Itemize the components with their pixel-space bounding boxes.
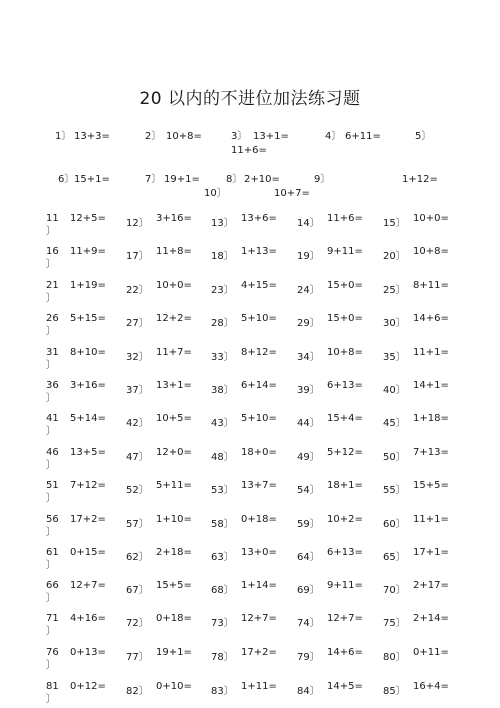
problem-number: 6〕 <box>58 174 75 185</box>
problem-expression: 14+6= <box>413 313 449 324</box>
problem-number: 23〕 <box>211 285 234 296</box>
problem-number: 50〕 <box>383 452 406 463</box>
problem-number: 24〕 <box>297 285 320 296</box>
problem-expression: 6+13= <box>327 380 363 391</box>
problem-expression: 15+1= <box>74 174 110 185</box>
problem-number: 14〕 <box>297 218 320 229</box>
problem-expression: 11+8= <box>156 246 192 257</box>
problem-number: 57〕 <box>126 519 149 530</box>
problem-number-bracket: 〕 <box>46 326 56 337</box>
problem-number: 45〕 <box>383 418 406 429</box>
problem-number: 58〕 <box>211 519 234 530</box>
problem-expression: 8+12= <box>241 347 277 358</box>
problem-number: 52〕 <box>126 485 149 496</box>
problem-number: 37〕 <box>126 385 149 396</box>
problem-expression: 12+0= <box>156 447 192 458</box>
problem-expression: 10+8= <box>327 347 363 358</box>
problem-expression: 6+14= <box>241 380 277 391</box>
problem-number: 68〕 <box>211 585 234 596</box>
problem-number-bracket: 〕 <box>46 226 56 237</box>
problem-number: 22〕 <box>126 285 149 296</box>
problem-expression: 19+1= <box>156 647 192 658</box>
problem-expression: 0+12= <box>70 681 106 692</box>
problem-number: 69〕 <box>297 585 320 596</box>
problem-number: 64〕 <box>297 552 320 563</box>
problem-number: 39〕 <box>297 385 320 396</box>
problem-expression: 11+7= <box>156 347 192 358</box>
problem-expression: 1+19= <box>70 280 106 291</box>
problem-number: 1〕 <box>55 131 72 142</box>
problem-number: 44〕 <box>297 418 320 429</box>
problem-number: 72〕 <box>126 618 149 629</box>
problem-expression: 13+7= <box>241 480 277 491</box>
problem-number: 62〕 <box>126 552 149 563</box>
problem-expression: 0+15= <box>70 547 106 558</box>
problem-number: 34〕 <box>297 352 320 363</box>
problem-number: 27〕 <box>126 318 149 329</box>
problem-expression: 0+13= <box>70 647 106 658</box>
problem-expression: 18+0= <box>241 447 277 458</box>
problem-expression: 11+1= <box>413 514 449 525</box>
problem-number: 83〕 <box>211 686 234 697</box>
problem-expression: 17+1= <box>413 547 449 558</box>
problem-expression: 15+4= <box>327 413 363 424</box>
problem-expression: 13+0= <box>241 547 277 558</box>
problem-number: 7〕 <box>145 174 162 185</box>
problem-expression: 10+8= <box>413 246 449 257</box>
problem-expression: 12+2= <box>156 313 192 324</box>
problem-expression: 0+10= <box>156 681 192 692</box>
problem-expression: 4+15= <box>241 280 277 291</box>
problem-expression: 12+7= <box>70 580 106 591</box>
problem-expression: 12+7= <box>327 613 363 624</box>
problem-expression: 3+16= <box>70 380 106 391</box>
problem-number: 35〕 <box>383 352 406 363</box>
problem-number: 60〕 <box>383 519 406 530</box>
problem-expression: 19+1= <box>164 174 200 185</box>
problem-expression: 17+2= <box>70 514 106 525</box>
problem-expression: 1+10= <box>156 514 192 525</box>
problem-expression: 4+16= <box>70 613 106 624</box>
problem-expression: 5+14= <box>70 413 106 424</box>
problem-number: 10〕 <box>204 188 227 199</box>
problem-expression: 5+15= <box>70 313 106 324</box>
problem-expression: 3+16= <box>156 213 192 224</box>
problem-number: 66 <box>46 580 59 591</box>
problem-number: 36 <box>46 380 59 391</box>
problem-number: 42〕 <box>126 418 149 429</box>
problem-expression: 15+5= <box>156 580 192 591</box>
problem-number: 63〕 <box>211 552 234 563</box>
problem-expression: 18+1= <box>327 480 363 491</box>
problem-number: 49〕 <box>297 452 320 463</box>
problem-number: 4〕 <box>325 131 342 142</box>
problem-expression: 11+6= <box>231 145 267 156</box>
problem-number-bracket: 〕 <box>46 560 56 571</box>
problem-number: 81 <box>46 681 59 692</box>
problem-expression: 14+6= <box>327 647 363 658</box>
problem-expression: 11+9= <box>70 246 106 257</box>
problem-number-bracket: 〕 <box>46 259 56 270</box>
problem-expression: 12+7= <box>241 613 277 624</box>
problem-number-bracket: 〕 <box>46 493 56 504</box>
problem-number: 9〕 <box>314 174 331 185</box>
problem-expression: 0+18= <box>156 613 192 624</box>
problem-number: 51 <box>46 480 59 491</box>
problem-number: 54〕 <box>297 485 320 496</box>
problem-expression: 1+14= <box>241 580 277 591</box>
problem-expression: 10+5= <box>156 413 192 424</box>
problem-number: 25〕 <box>383 285 406 296</box>
problem-expression: 0+18= <box>241 514 277 525</box>
problem-number: 85〕 <box>383 686 406 697</box>
problem-expression: 13+1= <box>253 131 289 142</box>
problem-number: 61 <box>46 547 59 558</box>
problem-number: 2〕 <box>145 131 162 142</box>
problem-expression: 6+11= <box>345 131 381 142</box>
problem-number: 84〕 <box>297 686 320 697</box>
problem-number-bracket: 〕 <box>46 393 56 404</box>
problem-number: 73〕 <box>211 618 234 629</box>
problem-expression: 8+11= <box>413 280 449 291</box>
problem-expression: 10+0= <box>156 280 192 291</box>
problem-number: 19〕 <box>297 251 320 262</box>
problem-number: 13〕 <box>211 218 234 229</box>
problem-expression: 17+2= <box>241 647 277 658</box>
problem-number: 79〕 <box>297 652 320 663</box>
problem-number: 76 <box>46 647 59 658</box>
problem-number: 41 <box>46 413 59 424</box>
problem-number: 30〕 <box>383 318 406 329</box>
problem-number: 18〕 <box>211 251 234 262</box>
problem-number-bracket: 〕 <box>46 694 56 705</box>
problem-number: 8〕 <box>226 174 243 185</box>
problem-number-bracket: 〕 <box>46 293 56 304</box>
problem-number-bracket: 〕 <box>46 660 56 671</box>
problem-number-bracket: 〕 <box>46 360 56 371</box>
problem-expression: 1+13= <box>241 246 277 257</box>
problem-number: 82〕 <box>126 686 149 697</box>
problem-number: 28〕 <box>211 318 234 329</box>
problem-expression: 10+2= <box>327 514 363 525</box>
problem-expression: 0+11= <box>413 647 449 658</box>
problem-number: 20〕 <box>383 251 406 262</box>
problem-expression: 1+12= <box>402 174 438 185</box>
problem-number: 70〕 <box>383 585 406 596</box>
problem-number-bracket: 〕 <box>46 626 56 637</box>
problem-number: 29〕 <box>297 318 320 329</box>
problem-expression: 7+12= <box>70 480 106 491</box>
problem-number-bracket: 〕 <box>46 527 56 538</box>
problem-number: 32〕 <box>126 352 149 363</box>
problem-number: 53〕 <box>211 485 234 496</box>
problem-expression: 6+13= <box>327 547 363 558</box>
problem-expression: 2+10= <box>244 174 280 185</box>
problem-expression: 15+5= <box>413 480 449 491</box>
problem-expression: 13+5= <box>70 447 106 458</box>
problem-expression: 13+3= <box>74 131 110 142</box>
problem-number: 71 <box>46 613 59 624</box>
problem-number: 15〕 <box>383 218 406 229</box>
problem-number: 17〕 <box>126 251 149 262</box>
problem-expression: 14+5= <box>327 681 363 692</box>
problem-number: 74〕 <box>297 618 320 629</box>
problem-number: 12〕 <box>126 218 149 229</box>
problem-expression: 5+12= <box>327 447 363 458</box>
problem-number: 75〕 <box>383 618 406 629</box>
problem-number-bracket: 〕 <box>46 426 56 437</box>
problem-expression: 16+4= <box>413 681 449 692</box>
problem-number: 21 <box>46 280 59 291</box>
problem-number: 46 <box>46 447 59 458</box>
problem-number: 47〕 <box>126 452 149 463</box>
problem-number: 16 <box>46 246 59 257</box>
problem-number: 56 <box>46 514 59 525</box>
problem-number: 59〕 <box>297 519 320 530</box>
problem-expression: 15+0= <box>327 280 363 291</box>
problem-number: 65〕 <box>383 552 406 563</box>
problem-expression: 13+1= <box>156 380 192 391</box>
page-title: 20 以内的不进位加法练习题 <box>139 89 361 109</box>
problem-number: 33〕 <box>211 352 234 363</box>
problem-expression: 11+1= <box>413 347 449 358</box>
problem-number: 31 <box>46 347 59 358</box>
problem-expression: 5+11= <box>156 480 192 491</box>
problem-number-bracket: 〕 <box>46 593 56 604</box>
problem-expression: 12+5= <box>70 213 106 224</box>
problem-expression: 2+14= <box>413 613 449 624</box>
problem-expression: 10+7= <box>274 188 310 199</box>
problem-expression: 2+18= <box>156 547 192 558</box>
problem-expression: 15+0= <box>327 313 363 324</box>
problem-number: 67〕 <box>126 585 149 596</box>
problem-expression: 1+11= <box>241 681 277 692</box>
problem-number: 48〕 <box>211 452 234 463</box>
problem-expression: 9+11= <box>327 246 363 257</box>
problem-expression: 9+11= <box>327 580 363 591</box>
problem-expression: 10+8= <box>166 131 202 142</box>
problem-number-bracket: 〕 <box>46 460 56 471</box>
problem-expression: 1+18= <box>413 413 449 424</box>
problem-expression: 10+0= <box>413 213 449 224</box>
problem-number: 78〕 <box>211 652 234 663</box>
problem-expression: 13+6= <box>241 213 277 224</box>
problem-number: 40〕 <box>383 385 406 396</box>
problem-expression: 8+10= <box>70 347 106 358</box>
problem-expression: 11+6= <box>327 213 363 224</box>
problem-expression: 2+17= <box>413 580 449 591</box>
problem-number: 77〕 <box>126 652 149 663</box>
problem-number: 43〕 <box>211 418 234 429</box>
problem-expression: 14+1= <box>413 380 449 391</box>
problem-number: 5〕 <box>415 131 432 142</box>
problem-number: 38〕 <box>211 385 234 396</box>
problem-number: 26 <box>46 313 59 324</box>
problem-expression: 7+13= <box>413 447 449 458</box>
problem-number: 11 <box>46 213 59 224</box>
problem-number: 55〕 <box>383 485 406 496</box>
problem-expression: 5+10= <box>241 313 277 324</box>
problem-expression: 5+10= <box>241 413 277 424</box>
problem-number: 3〕 <box>231 131 248 142</box>
problem-number: 80〕 <box>383 652 406 663</box>
